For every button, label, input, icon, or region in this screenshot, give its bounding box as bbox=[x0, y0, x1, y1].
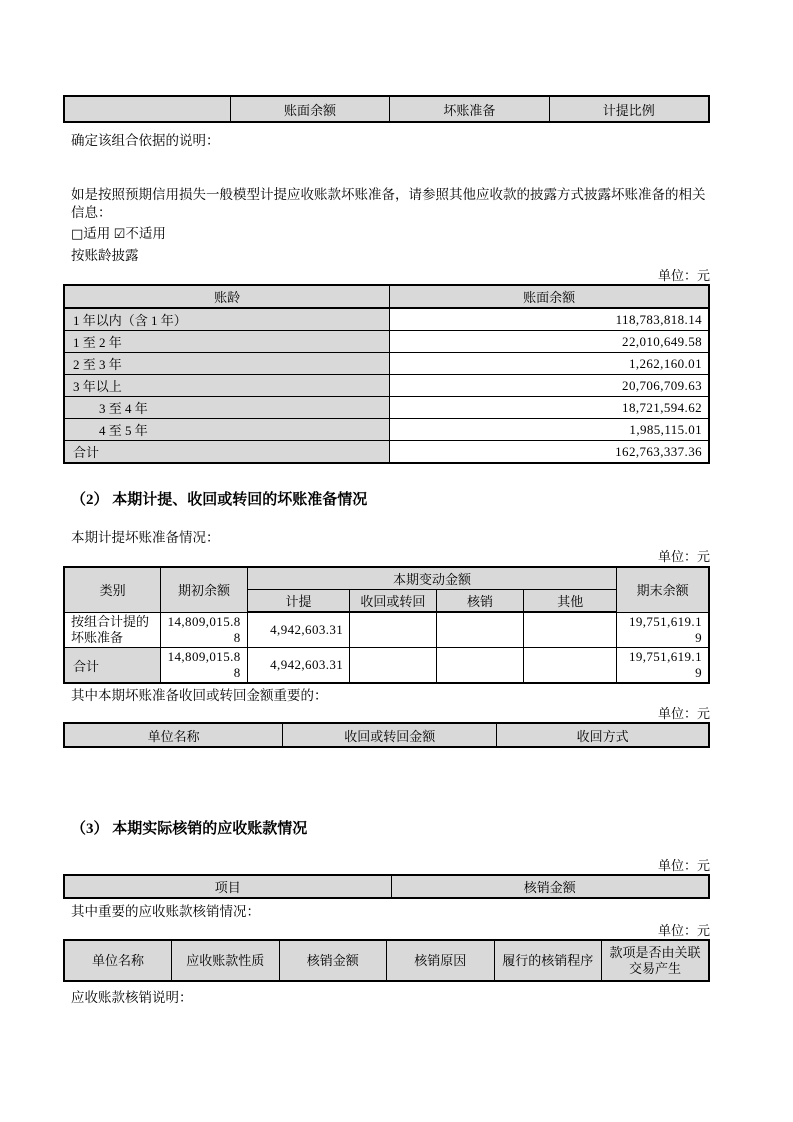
writeoff-amount-header: 核销金额 bbox=[279, 940, 387, 981]
blank-header-cell bbox=[64, 96, 230, 122]
writeoff-summary-table bbox=[63, 874, 710, 899]
opening-balance-cell: 14,809,015.88 bbox=[161, 648, 247, 684]
aging-row-label: 1 年以内（含 1 年） bbox=[64, 308, 390, 331]
table-row bbox=[64, 397, 709, 419]
recover-amount-header: 收回或转回金额 bbox=[283, 723, 497, 747]
recover-important-note: 其中本期坏账准备收回或转回金额重要的： bbox=[71, 688, 328, 703]
unit-label: 单位：元 bbox=[657, 923, 710, 938]
combo-basis-note: 确定该组合依据的说明： bbox=[71, 133, 220, 148]
unit-label: 单位：元 bbox=[657, 268, 710, 283]
table-header-row bbox=[64, 285, 709, 308]
checkbox-checked-icon: ☑ bbox=[113, 227, 126, 242]
other-cell bbox=[524, 612, 617, 648]
not-applicable-label: 不适用 bbox=[125, 226, 166, 241]
aging-row-value: 1,985,115.01 bbox=[390, 419, 709, 441]
entity-name-header: 单位名称 bbox=[64, 723, 283, 747]
table-header-row bbox=[64, 875, 709, 898]
aging-row-value: 1,262,160.01 bbox=[390, 353, 709, 375]
section-3-heading: （3） 本期实际核销的应收账款情况 bbox=[71, 821, 308, 837]
writeoff-detail-table bbox=[63, 939, 710, 982]
portfolio-table-fragment bbox=[63, 95, 710, 123]
writeoff-header: 核销 bbox=[436, 590, 524, 613]
related-party-header: 款项是否由关联交易产生 bbox=[602, 940, 710, 981]
aging-row-label: 2 至 3 年 bbox=[64, 353, 390, 375]
section-2-heading: （2） 本期计提、收回或转回的坏账准备情况 bbox=[71, 492, 368, 508]
category-cell: 按组合计提的坏账准备 bbox=[64, 612, 161, 648]
recover-header: 收回或转回 bbox=[350, 590, 436, 613]
total-row bbox=[64, 441, 709, 464]
total-row bbox=[64, 648, 709, 684]
other-cell bbox=[524, 648, 617, 684]
recover-method-header: 收回方式 bbox=[497, 723, 709, 747]
book-balance-header: 账面余额 bbox=[230, 96, 389, 122]
provision-movement-table bbox=[63, 566, 710, 684]
aging-row-label: 3 年以上 bbox=[64, 375, 390, 397]
aging-table bbox=[63, 284, 710, 464]
aging-row-value: 118,783,818.14 bbox=[390, 308, 709, 331]
applicable-label: 适用 bbox=[83, 226, 111, 241]
page-content bbox=[63, 95, 710, 1007]
entity-name-header: 单位名称 bbox=[64, 940, 172, 981]
table-row bbox=[64, 419, 709, 441]
ecl-model-note: 如是按照预期信用损失一般模型计提应收账款坏账准备，请参照其他应收款的披露方式披露坏账准备的相关信息： bbox=[71, 187, 706, 220]
table-row bbox=[64, 353, 709, 375]
provision-intro-note: 本期计提坏账准备情况： bbox=[71, 530, 220, 545]
table-header-row bbox=[64, 940, 709, 981]
item-header: 项目 bbox=[64, 875, 391, 898]
accrual-header: 计提 bbox=[247, 590, 350, 613]
total-row-value: 162,763,337.36 bbox=[390, 441, 709, 464]
table-row bbox=[64, 612, 709, 648]
other-header: 其他 bbox=[524, 590, 617, 613]
total-category-cell: 合计 bbox=[64, 648, 161, 684]
aging-row-value: 20,706,709.63 bbox=[390, 375, 709, 397]
aging-row-label: 1 至 2 年 bbox=[64, 331, 390, 353]
accrual-cell: 4,942,603.31 bbox=[247, 612, 350, 648]
bad-debt-provision-header: 坏账准备 bbox=[390, 96, 549, 122]
closing-balance-cell: 19,751,619.19 bbox=[617, 648, 709, 684]
closing-balance-cell: 19,751,619.19 bbox=[617, 612, 709, 648]
checkbox-unchecked-icon: □ bbox=[71, 227, 84, 242]
unit-label: 单位：元 bbox=[657, 549, 710, 564]
balance-header: 账面余额 bbox=[390, 285, 709, 308]
table-row bbox=[64, 308, 709, 331]
aging-row-value: 18,721,594.62 bbox=[390, 397, 709, 419]
writeoff-note: 应收账款核销说明： bbox=[71, 990, 193, 1005]
aging-row-label: 3 至 4 年 bbox=[64, 397, 390, 419]
writeoff-reason-header: 核销原因 bbox=[387, 940, 495, 981]
table-header-row bbox=[64, 723, 709, 747]
table-row bbox=[64, 96, 709, 122]
unit-label: 单位：元 bbox=[657, 706, 710, 721]
writeoff-cell bbox=[436, 648, 524, 684]
applicability-line bbox=[71, 225, 710, 244]
accrual-cell: 4,942,603.31 bbox=[247, 648, 350, 684]
aging-header: 账龄 bbox=[64, 285, 390, 308]
table-header-row bbox=[64, 567, 709, 590]
table-row bbox=[64, 331, 709, 353]
writeoff-procedure-header: 履行的核销程序 bbox=[494, 940, 602, 981]
opening-balance-header: 期初余额 bbox=[161, 567, 247, 612]
opening-balance-cell: 14,809,015.88 bbox=[161, 612, 247, 648]
aging-row-value: 22,010,649.58 bbox=[390, 331, 709, 353]
recovery-table bbox=[63, 722, 710, 748]
recover-cell bbox=[350, 612, 436, 648]
table-row bbox=[64, 375, 709, 397]
provision-ratio-header: 计提比例 bbox=[549, 96, 709, 122]
writeoff-important-note: 其中重要的应收账款核销情况： bbox=[71, 904, 260, 919]
closing-balance-header: 期末余额 bbox=[617, 567, 709, 612]
writeoff-amount-header: 核销金额 bbox=[391, 875, 709, 898]
aging-row-label: 4 至 5 年 bbox=[64, 419, 390, 441]
writeoff-cell bbox=[436, 612, 524, 648]
total-row-label: 合计 bbox=[64, 441, 390, 464]
category-header: 类别 bbox=[64, 567, 161, 612]
recover-cell bbox=[350, 648, 436, 684]
aging-disclosure-label: 按账龄披露 bbox=[71, 248, 139, 263]
unit-label: 单位：元 bbox=[657, 858, 710, 873]
receivable-nature-header: 应收账款性质 bbox=[172, 940, 280, 981]
period-change-header: 本期变动金额 bbox=[247, 567, 617, 590]
